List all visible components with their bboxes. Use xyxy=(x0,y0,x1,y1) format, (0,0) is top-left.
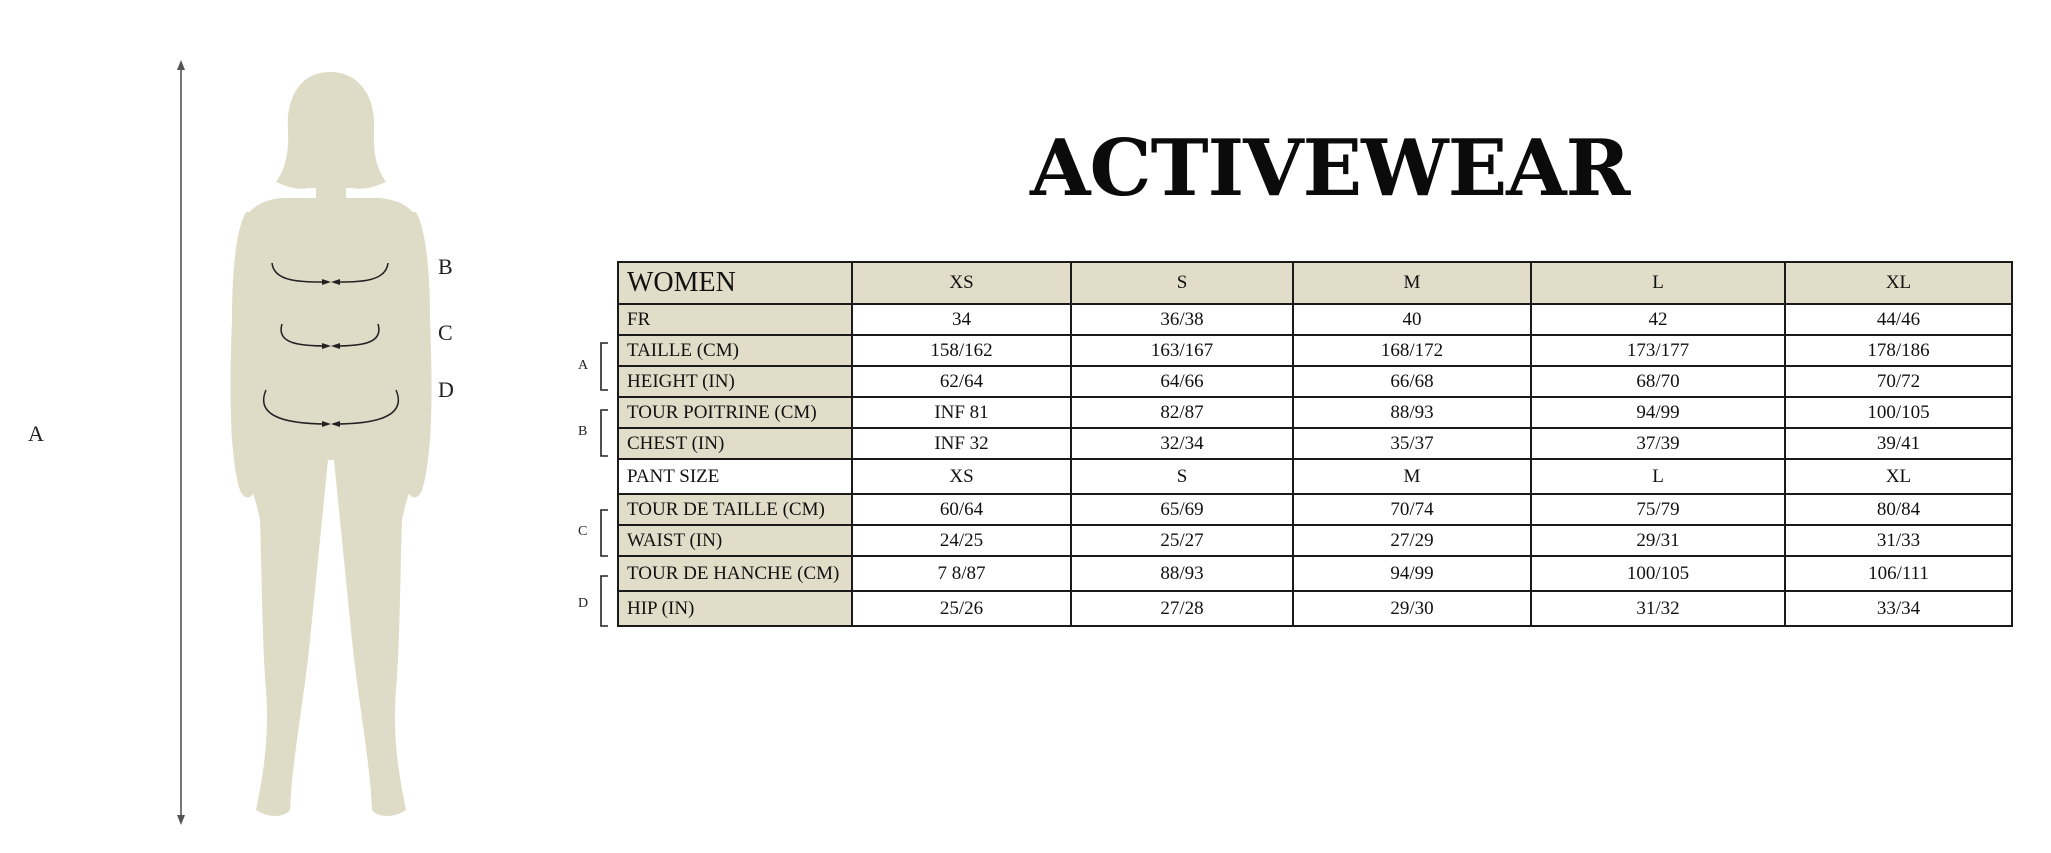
table-cell: 25/27 xyxy=(1071,525,1293,556)
table-cell: 75/79 xyxy=(1531,494,1785,525)
table-cell: 7 8/87 xyxy=(852,556,1071,591)
height-arrow-top-icon xyxy=(177,60,185,70)
table-cell: 88/93 xyxy=(1293,397,1531,428)
table-cell: 100/105 xyxy=(1785,397,2012,428)
table-cell: 94/99 xyxy=(1293,556,1531,591)
header-size-xs: XS xyxy=(852,262,1071,304)
table-cell: 31/32 xyxy=(1531,591,1785,626)
table-cell: S xyxy=(1071,459,1293,494)
bracket-letter-a: A xyxy=(578,358,589,373)
table-cell: 31/33 xyxy=(1785,525,2012,556)
table-cell: 29/30 xyxy=(1293,591,1531,626)
table-cell: 173/177 xyxy=(1531,335,1785,366)
row-label: HIP (IN) xyxy=(618,591,852,626)
table-cell: XL xyxy=(1785,459,2012,494)
table-row-fr xyxy=(618,304,2012,335)
table-cell: 24/25 xyxy=(852,525,1071,556)
page-title: ACTIVEWEAR xyxy=(1030,123,1630,214)
table-row-tour-de-taille xyxy=(618,494,2012,525)
table-cell: 27/29 xyxy=(1293,525,1531,556)
silhouette-illustration xyxy=(0,0,560,848)
table-cell: 88/93 xyxy=(1071,556,1293,591)
table-cell: 100/105 xyxy=(1531,556,1785,591)
table-row-tour-poitrine xyxy=(618,397,2012,428)
table-cell: 29/31 xyxy=(1531,525,1785,556)
woman-silhouette xyxy=(231,72,432,816)
header-size-xl: XL xyxy=(1785,262,2012,304)
table-cell: M xyxy=(1293,459,1531,494)
table-cell: 94/99 xyxy=(1531,397,1785,428)
bracket-c xyxy=(601,510,608,556)
table-row-tour-de-hanche xyxy=(618,556,2012,591)
bracket-letter-c: C xyxy=(578,524,588,539)
bracket-a xyxy=(601,343,608,390)
body-measurement-figure xyxy=(0,0,560,848)
table-cell: 62/64 xyxy=(852,366,1071,397)
table-cell: 64/66 xyxy=(1071,366,1293,397)
table-row-pant-size xyxy=(618,459,2012,494)
table-cell: 44/46 xyxy=(1785,304,2012,335)
row-label: CHEST (IN) xyxy=(618,428,852,459)
table-cell: 37/39 xyxy=(1531,428,1785,459)
row-label: FR xyxy=(618,304,852,335)
table-cell: 35/37 xyxy=(1293,428,1531,459)
table-cell: 60/64 xyxy=(852,494,1071,525)
row-label: TOUR POITRINE (CM) xyxy=(618,397,852,428)
table-row-waist xyxy=(618,525,2012,556)
header-women-label: WOMEN xyxy=(618,262,852,304)
table-cell: INF 32 xyxy=(852,428,1071,459)
label-c: C xyxy=(438,320,453,345)
table-row-height xyxy=(618,366,2012,397)
bracket-d xyxy=(601,576,608,626)
table-cell: 42 xyxy=(1531,304,1785,335)
table-cell: 70/72 xyxy=(1785,366,2012,397)
table-row-chest xyxy=(618,428,2012,459)
row-group-brackets xyxy=(594,340,618,630)
table-cell: 163/167 xyxy=(1071,335,1293,366)
table-cell: 178/186 xyxy=(1785,335,2012,366)
table-cell: 68/70 xyxy=(1531,366,1785,397)
label-a: A xyxy=(28,421,44,446)
table-cell: 70/74 xyxy=(1293,494,1531,525)
label-d: D xyxy=(438,377,454,402)
row-label: WAIST (IN) xyxy=(618,525,852,556)
table-cell: 39/41 xyxy=(1785,428,2012,459)
table-cell: 66/68 xyxy=(1293,366,1531,397)
label-b: B xyxy=(438,254,453,279)
bracket-letter-d: D xyxy=(578,596,589,611)
header-size-l: L xyxy=(1531,262,1785,304)
row-label: TOUR DE HANCHE (CM) xyxy=(618,556,852,591)
table-cell: 158/162 xyxy=(852,335,1071,366)
table-cell: 82/87 xyxy=(1071,397,1293,428)
bracket-b xyxy=(601,410,608,456)
table-cell: 34 xyxy=(852,304,1071,335)
table-cell: 25/26 xyxy=(852,591,1071,626)
table-cell: XS xyxy=(852,459,1071,494)
table-cell: 40 xyxy=(1293,304,1531,335)
row-label: PANT SIZE xyxy=(618,459,852,494)
table-row-hip xyxy=(618,591,2012,626)
row-label: HEIGHT (IN) xyxy=(618,366,852,397)
height-arrow-bottom-icon xyxy=(177,815,185,825)
table-cell: 106/111 xyxy=(1785,556,2012,591)
table-cell: 80/84 xyxy=(1785,494,2012,525)
table-cell: 32/34 xyxy=(1071,428,1293,459)
table-cell: 27/28 xyxy=(1071,591,1293,626)
table-cell: 33/34 xyxy=(1785,591,2012,626)
table-cell: 168/172 xyxy=(1293,335,1531,366)
table-header-row xyxy=(618,262,2012,304)
table-row-taille xyxy=(618,335,2012,366)
header-size-s: S xyxy=(1071,262,1293,304)
table-cell: 65/69 xyxy=(1071,494,1293,525)
size-chart-table xyxy=(617,261,2013,627)
bracket-letter-b: B xyxy=(578,424,588,439)
header-size-m: M xyxy=(1293,262,1531,304)
table-cell: INF 81 xyxy=(852,397,1071,428)
row-label: TOUR DE TAILLE (CM) xyxy=(618,494,852,525)
table-cell: L xyxy=(1531,459,1785,494)
row-label: TAILLE (CM) xyxy=(618,335,852,366)
table-cell: 36/38 xyxy=(1071,304,1293,335)
